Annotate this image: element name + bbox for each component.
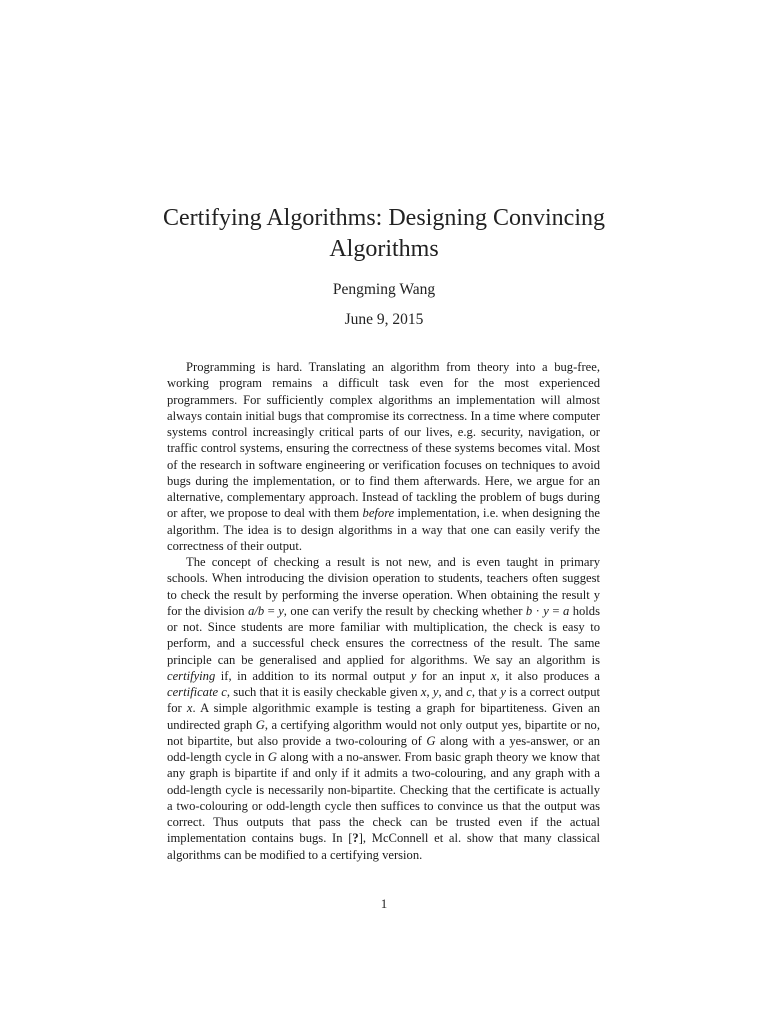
text-run: , such that it is easily checkable given [226, 685, 421, 699]
italic-text: G [426, 733, 436, 748]
italic-text: b [525, 603, 533, 618]
italic-text: y [543, 603, 549, 618]
italic-text: G [255, 717, 265, 732]
italic-text: G [267, 750, 278, 764]
text-run: , a certifying algorithm would not only output yes, bipartite or no, not bipartite, but also provide a two-colouring of [167, 717, 600, 748]
italic-text: y [410, 668, 417, 683]
italic-text: certifying [167, 668, 216, 683]
text-run: , that [471, 685, 501, 699]
text-run: , it also produces a [496, 668, 600, 683]
italic-text: certificate c [167, 685, 227, 699]
paragraph-intro [167, 359, 600, 554]
italic-text: c [466, 685, 472, 699]
text-run: along with a yes-answer, or an odd-length cycle in [167, 733, 600, 764]
italic-text: y [432, 685, 439, 699]
italic-text: x [490, 668, 497, 683]
text-run: . A simple algorithmic example is testing a graph for bipartiteness. Given an undirected graph [167, 701, 600, 732]
text-run: Programming is hard. Translating an algorithm from theory into a bug-free, working program remains a difficult task even for the most experienced programmers. For sufficiently complex algorithms an implementation will almost always contain initial bugs that compromise its correctness. In a time where computer systems control increasingly critical parts of our lives, e.g. security, navigation, or traffic control systems, ensuring the correctness of these systems becomes vital. Most of the research in software engineering or verification focuses on techniques to avoid bugs during the implementation, or to find them afterwards. Here, we argue for an alternative, complementary approach. Instead of tackling the problem of bugs during or after, we propose to deal with them [167, 360, 600, 521]
text-run: = [264, 603, 279, 618]
italic-text: x [186, 701, 193, 716]
italic-text: x [420, 685, 427, 699]
italic-text: before [362, 506, 395, 521]
text-run: , one can verify the result by checking whether [283, 603, 526, 618]
italic-text: a [562, 603, 570, 618]
italic-text: y [278, 603, 284, 618]
text-run: , [426, 685, 433, 699]
citation-reference: ? [352, 831, 359, 846]
paper-body [167, 359, 600, 863]
text-run: ], McConnell et al. show that many classical algorithms can be modified to a certifying version. [167, 831, 601, 862]
text-run: , and [438, 685, 467, 699]
text-run: holds or not. Since students are more familiar with multiplication, the check is easy to perform, and a successful check ensures the correctness of the result. The same principle can be generalised and applied for algorithms. We say an algorithm is [167, 603, 600, 667]
italic-text: y [500, 685, 506, 699]
paper-author: Pengming Wang [332, 281, 436, 298]
paper-title: Certifying Algorithms: Designing Convincing Algorithms [163, 205, 605, 262]
paper-date: June 9, 2015 [344, 311, 424, 328]
text-run: is a correct output for [167, 685, 600, 716]
text-run: · [532, 603, 544, 618]
text-run: = [548, 603, 563, 618]
text-run: if, in addition to its normal output [215, 668, 411, 683]
page-number: 1 [380, 896, 388, 911]
text-run: for an input [416, 668, 491, 683]
text-run: implementation, i.e. when designing the algorithm. The idea is to design algorithms in a way that one can easily verify the correctness of their output. [167, 506, 600, 553]
text-run: along with a no-answer. From basic graph theory we know that any graph is bipartite if and only if it admits a two-colouring, and any graph with a odd-length cycle is necessarily non-bipartite. Checking that the certificate is actually a two-colouring or odd-length cycle then suffices to convince us that the output was correct. Thus outputs that pass the check can be trusted even if the actual implementation contains bugs. In [ [167, 750, 600, 846]
italic-text: a/b [248, 603, 265, 618]
text-run: The concept of checking a result is not new, and is even taught in primary schools. When introducing the division operation to students, teachers often suggest to check the result by performing the inverse operation. When obtaining the result y for the division [167, 555, 600, 618]
paragraph-certifying-concept [167, 554, 600, 863]
